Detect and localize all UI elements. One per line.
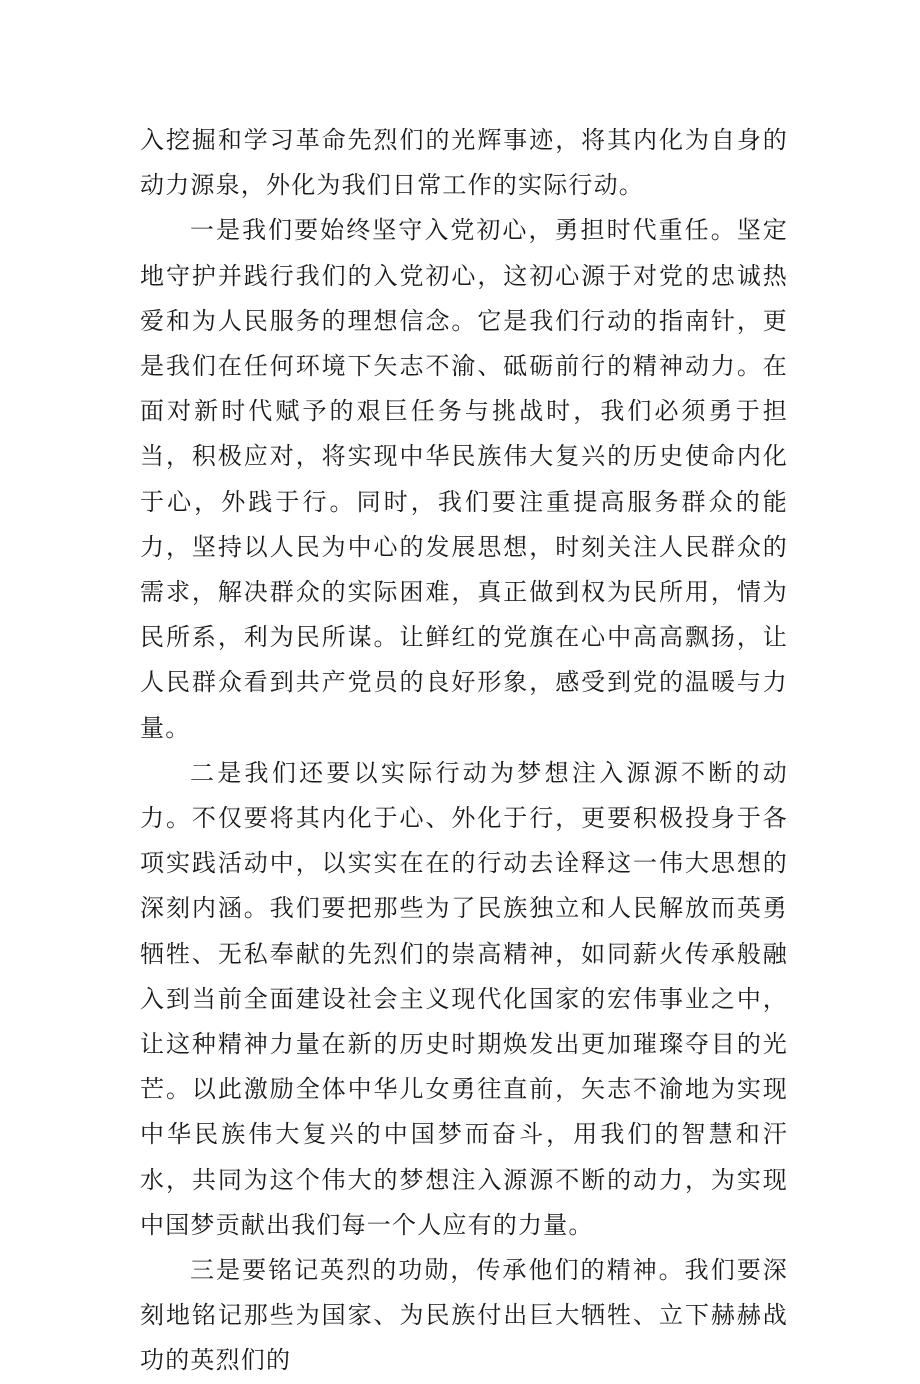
paragraph-continued: 入挖掘和学习革命先烈们的光辉事迹，将其内化为自身的动力源泉，外化为我们日常工作的实际行动。 xyxy=(140,126,788,200)
paragraph-second-point: 二是我们还要以实际行动为梦想注入源源不断的动力。不仅要将其内化于心、外化于行，更要积极投身于各项实践活动中，以实实在在的行动去诠释这一伟大思想的深刻内涵。我们要把那些为了民族独立和人民解放而英勇牺牲、无私奉献的先烈们的崇高精神，如同薪火传承般融入到当前全面建设社会主义现代化国家的宏伟事业之中，让这种精神力量在新的历史时期焕发出更加璀璨夺目的光芒。以此激励全体中华儿女勇往直前，矢志不渝地为实现中华民族伟大复兴的中国梦而奋斗，用我们的智慧和汗水，共同为这个伟大的梦想注入源源不断的动力，为实现中国梦贡献出我们每一个人应有的力量。 xyxy=(140,758,788,1239)
document-body xyxy=(140,118,788,1384)
paragraph-first-point: 一是我们要始终坚守入党初心，勇担时代重任。坚定地守护并践行我们的入党初心，这初心源于对党的忠诚热爱和为人民服务的理想信念。它是我们行动的指南针，更是我们在任何环境下矢志不渝、砥砺前行的精神动力。在面对新时代赋予的艰巨任务与挑战时，我们必须勇于担当，积极应对，将实现中华民族伟大复兴的历史使命内化于心，外践于行。同时，我们要注重提高服务群众的能力，坚持以人民为中心的发展思想，时刻关注人民群众的需求，解决群众的实际困难，真正做到权为民所用，情为民所系，利为民所谋。让鲜红的党旗在心中高高飘扬，让人民群众看到共产党员的良好形象，感受到党的温暖与力量。 xyxy=(140,216,788,742)
paragraph-third-point: 三是要铭记英烈的功勋，传承他们的精神。我们要深刻地铭记那些为国家、为民族付出巨大牺牲、立下赫赫战功的英烈们的 xyxy=(140,1256,788,1375)
